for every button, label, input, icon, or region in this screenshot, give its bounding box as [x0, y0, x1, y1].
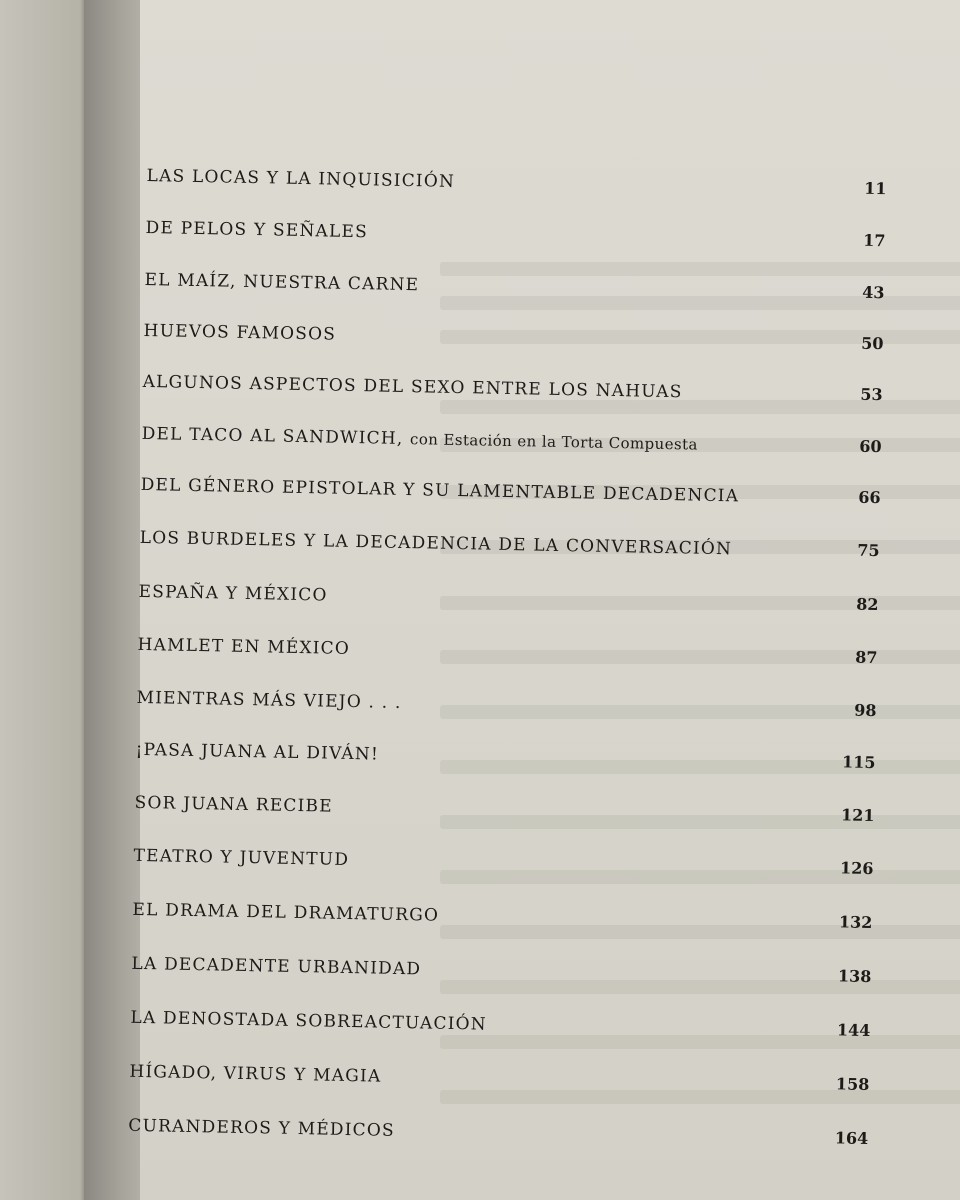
toc-entry-page: 138 [837, 966, 872, 987]
toc-entry-title: TEATRO Y JUVENTUD [133, 845, 350, 870]
toc-entry-page: 53 [860, 384, 883, 405]
toc-entry [132, 884, 873, 938]
toc-entry-title: ESPAÑA Y MÉXICO [138, 581, 328, 606]
toc-entry-page: 164 [834, 1128, 869, 1148]
toc-entry-title: SOR JUANA RECIBE [134, 792, 334, 817]
toc-entry-page: 144 [836, 1020, 871, 1041]
toc-entry-title: HÍGADO, VIRUS Y MAGIA [129, 1061, 382, 1087]
toc-entry-page: 158 [835, 1074, 870, 1095]
toc-entry-title: CURANDEROS Y MÉDICOS [128, 1115, 396, 1141]
toc-entry-title: DE PELOS Y SEÑALES [145, 217, 369, 243]
toc-entry [136, 672, 877, 726]
toc-entry-title: LA DENOSTADA SOBREACTUACIÓN [130, 1007, 487, 1035]
toc-entry [131, 938, 872, 992]
toc-entry-title [141, 424, 698, 455]
toc-entry-title: HAMLET EN MÉXICO [137, 634, 351, 659]
toc-entry-page: 132 [838, 912, 873, 933]
toc-entry [133, 830, 874, 884]
toc-entry-subtitle: con Estación en la Torta Compuesta [409, 430, 699, 454]
toc-entry [140, 459, 881, 513]
table-of-contents [127, 0, 915, 1200]
toc-entry-title: ALGUNOS ASPECTOS DEL SEXO ENTRE LOS NAHUAS [142, 371, 683, 403]
toc-entry [142, 356, 883, 410]
toc-entry-page: 50 [861, 333, 884, 354]
toc-entry-page: 75 [857, 540, 880, 561]
toc-entry-page: 115 [841, 752, 876, 773]
toc-entry-title: ¡PASA JUANA AL DIVÁN! [135, 739, 380, 765]
toc-entry-page: 60 [859, 436, 882, 457]
toc-entry-title-main: DEL TACO AL SANDWICH, [141, 423, 404, 449]
toc-entry [139, 512, 880, 566]
toc-entry-title: MIENTRAS MÁS VIEJO . . . [136, 687, 402, 713]
toc-entry-page: 17 [863, 230, 886, 251]
toc-entry [145, 202, 886, 256]
toc-entry-title: LA DECADENTE URBANIDAD [131, 953, 422, 980]
toc-entry-page: 11 [864, 178, 887, 199]
toc-entry [134, 777, 875, 831]
toc-entry [143, 305, 884, 359]
toc-entry-page: 126 [839, 858, 874, 879]
toc-entry [135, 724, 876, 778]
toc-entry [128, 1100, 869, 1154]
toc-entry-page: 82 [856, 594, 879, 615]
toc-entry-page: 43 [862, 282, 885, 303]
toc-entry [129, 1046, 870, 1100]
toc-entry [130, 992, 871, 1046]
toc-entry-page: 87 [855, 647, 878, 668]
toc-entry-title: EL DRAMA DEL DRAMATURGO [132, 899, 440, 926]
toc-entry-page: 66 [858, 487, 881, 508]
toc-entry [138, 566, 879, 620]
toc-entry-page: 98 [854, 700, 877, 721]
toc-entry-title: LOS BURDELES Y LA DECADENCIA DE LA CONVERSACIÓN [139, 527, 733, 560]
toc-entry [144, 254, 885, 308]
toc-entry-title: LAS LOCAS Y LA INQUISICIÓN [146, 165, 456, 192]
toc-entry-title: EL MAÍZ, NUESTRA CARNE [144, 269, 420, 296]
toc-entry [137, 619, 878, 673]
toc-entry [146, 150, 887, 204]
toc-entry [141, 408, 882, 462]
toc-entry-title: HUEVOS FAMOSOS [143, 320, 337, 345]
toc-entry-title: DEL GÉNERO EPISTOLAR Y SU LAMENTABLE DECADENCIA [140, 474, 740, 507]
toc-entry-page: 121 [840, 805, 875, 826]
